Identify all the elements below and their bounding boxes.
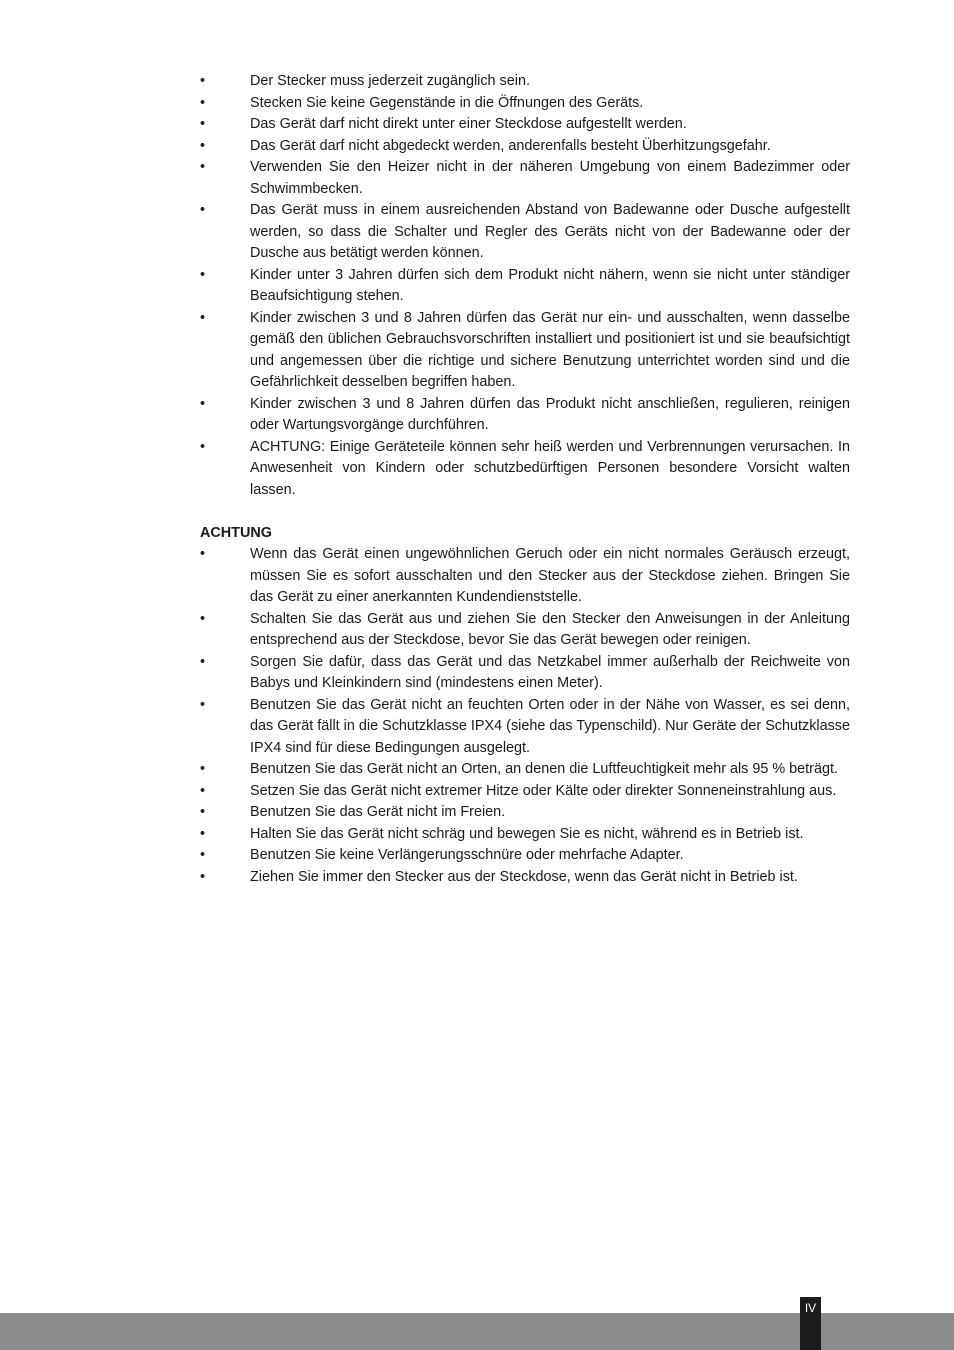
list-item-text: Benutzen Sie das Gerät nicht an feuchten Orten oder in der Nähe von Wasser, es sei denn, das Gerät fällt in die Schutzklasse IPX4 (siehe das Typenschild). Nur Geräte der Schutzklasse IPX4 sind für diese Bedingungen ausgelegt. [250, 696, 850, 756]
list-item [200, 609, 850, 652]
list-item-text: Sorgen Sie dafür, dass das Gerät und das Netzkabel immer außerhalb der Reichweite von Babys und Kleinkindern sind (mindestens einen Meter). [250, 653, 850, 691]
bullet-glyph: • [200, 825, 206, 842]
list-item [200, 136, 850, 158]
list-item-text: Der Stecker muss jederzeit zugänglich sein. [250, 73, 530, 89]
bullet-glyph: • [200, 395, 206, 412]
list-item-text: Benutzen Sie keine Verlängerungsschnüre oder mehrfache Adapter. [250, 847, 684, 863]
bullet-glyph: • [200, 73, 206, 89]
list-item-text: Schalten Sie das Gerät aus und ziehen Sie den Stecker den Anweisungen in der Anleitung entsprechend aus der Steckdose, bevor Sie das Gerät bewegen oder reinigen. [250, 610, 850, 648]
list-item [200, 824, 850, 846]
list-item [200, 200, 850, 265]
list-item-text: ACHTUNG: Einige Geräteteile können sehr heiß werden und Verbrennungen verursachen. In Anwesenheit von Kindern oder schutzbedürftigen Personen besondere Vorsicht walten lassen. [250, 438, 850, 498]
safety-list-general [200, 71, 850, 501]
bullet-glyph: • [200, 761, 206, 777]
bullet-glyph: • [200, 438, 206, 455]
safety-list-achtung [200, 544, 850, 888]
list-item-text: Setzen Sie das Gerät nicht extremer Hitze oder Kälte oder direkter Sonneneinstrahlung aus. [250, 782, 837, 799]
list-item [200, 157, 850, 200]
list-item-text: Ziehen Sie immer den Stecker aus der Steckdose, wenn das Gerät nicht in Betrieb ist. [250, 868, 798, 885]
page-content [200, 71, 850, 888]
list-item [200, 93, 850, 115]
list-item [200, 308, 850, 394]
list-item [200, 265, 850, 308]
page-number: IV [804, 1301, 817, 1315]
list-item-text: Wenn das Gerät einen ungewöhnlichen Geruch oder ein nicht normales Geräusch erzeugt, müssen Sie es sofort ausschalten und den Stecker aus der Steckdose ziehen. Bringen Sie das Gerät zu einer anerkannten Kundendienststelle. [250, 546, 850, 605]
list-item [200, 759, 850, 781]
list-item-text: Das Gerät darf nicht abgedeckt werden, anderenfalls besteht Überhitzungsgefahr. [250, 137, 771, 154]
list-item [200, 802, 850, 824]
list-item [200, 695, 850, 760]
list-item-text: Benutzen Sie das Gerät nicht an Orten, an denen die Luftfeuchtigkeit mehr als 95 % beträgt. [250, 761, 838, 777]
bullet-glyph: • [200, 782, 206, 799]
bullet-glyph: • [200, 94, 206, 111]
bullet-glyph: • [200, 610, 206, 627]
list-item [200, 652, 850, 695]
bullet-glyph: • [200, 696, 206, 713]
bullet-glyph: • [200, 653, 206, 670]
bullet-glyph: • [200, 546, 206, 562]
list-item-text: Kinder unter 3 Jahren dürfen sich dem Produkt nicht nähern, wenn sie nicht unter ständiger Beaufsichtigung stehen. [250, 266, 850, 304]
page-number-tab [800, 1297, 821, 1350]
list-item [200, 71, 850, 93]
bullet-glyph: • [200, 868, 206, 885]
list-item-text: Kinder zwischen 3 und 8 Jahren dürfen das Produkt nicht anschließen, regulieren, reinigen oder Wartungsvorgänge durchführen. [250, 395, 850, 433]
bullet-glyph: • [200, 847, 206, 863]
list-item [200, 781, 850, 803]
list-item-text: Das Gerät darf nicht direkt unter einer Steckdose aufgestellt werden. [250, 116, 687, 132]
list-item [200, 845, 850, 867]
list-item-text: Kinder zwischen 3 und 8 Jahren dürfen das Gerät nur ein- und ausschalten, wenn dasselbe gemäß den üblichen Gebrauchsvorschriften installiert und positioniert ist und sie beaufsichtigt und angemessen über die richtige und sichere Benutzung unterrichtet worden sind und die Gefährlichkeit desselben begriffen haben. [250, 309, 850, 390]
list-item-text: Benutzen Sie das Gerät nicht im Freien. [250, 804, 506, 820]
list-item [200, 544, 850, 609]
bullet-glyph: • [200, 309, 206, 326]
bullet-glyph: • [200, 202, 206, 218]
bullet-glyph: • [200, 137, 206, 154]
section-heading-achtung: ACHTUNG [200, 524, 272, 541]
bullet-glyph: • [200, 804, 206, 820]
list-item [200, 114, 850, 136]
list-item-text: Das Gerät muss in einem ausreichenden Abstand von Badewanne oder Dusche aufgestellt werden, so dass die Schalter und Regler des Geräts nicht von der Badewanne oder der Dusche aus betätigt werden können. [250, 202, 850, 261]
list-item [200, 867, 850, 889]
list-item-text: Halten Sie das Gerät nicht schräg und bewegen Sie es nicht, während es in Betrieb ist. [250, 825, 804, 842]
list-item [200, 437, 850, 502]
list-item [200, 394, 850, 437]
bullet-glyph: • [200, 159, 206, 175]
list-item-text: Verwenden Sie den Heizer nicht in der näheren Umgebung von einem Badezimmer oder Schwimmbecken. [250, 159, 850, 197]
list-item-text: Stecken Sie keine Gegenstände in die Öffnungen des Geräts. [250, 94, 644, 111]
bullet-glyph: • [200, 116, 206, 132]
bullet-glyph: • [200, 266, 206, 283]
